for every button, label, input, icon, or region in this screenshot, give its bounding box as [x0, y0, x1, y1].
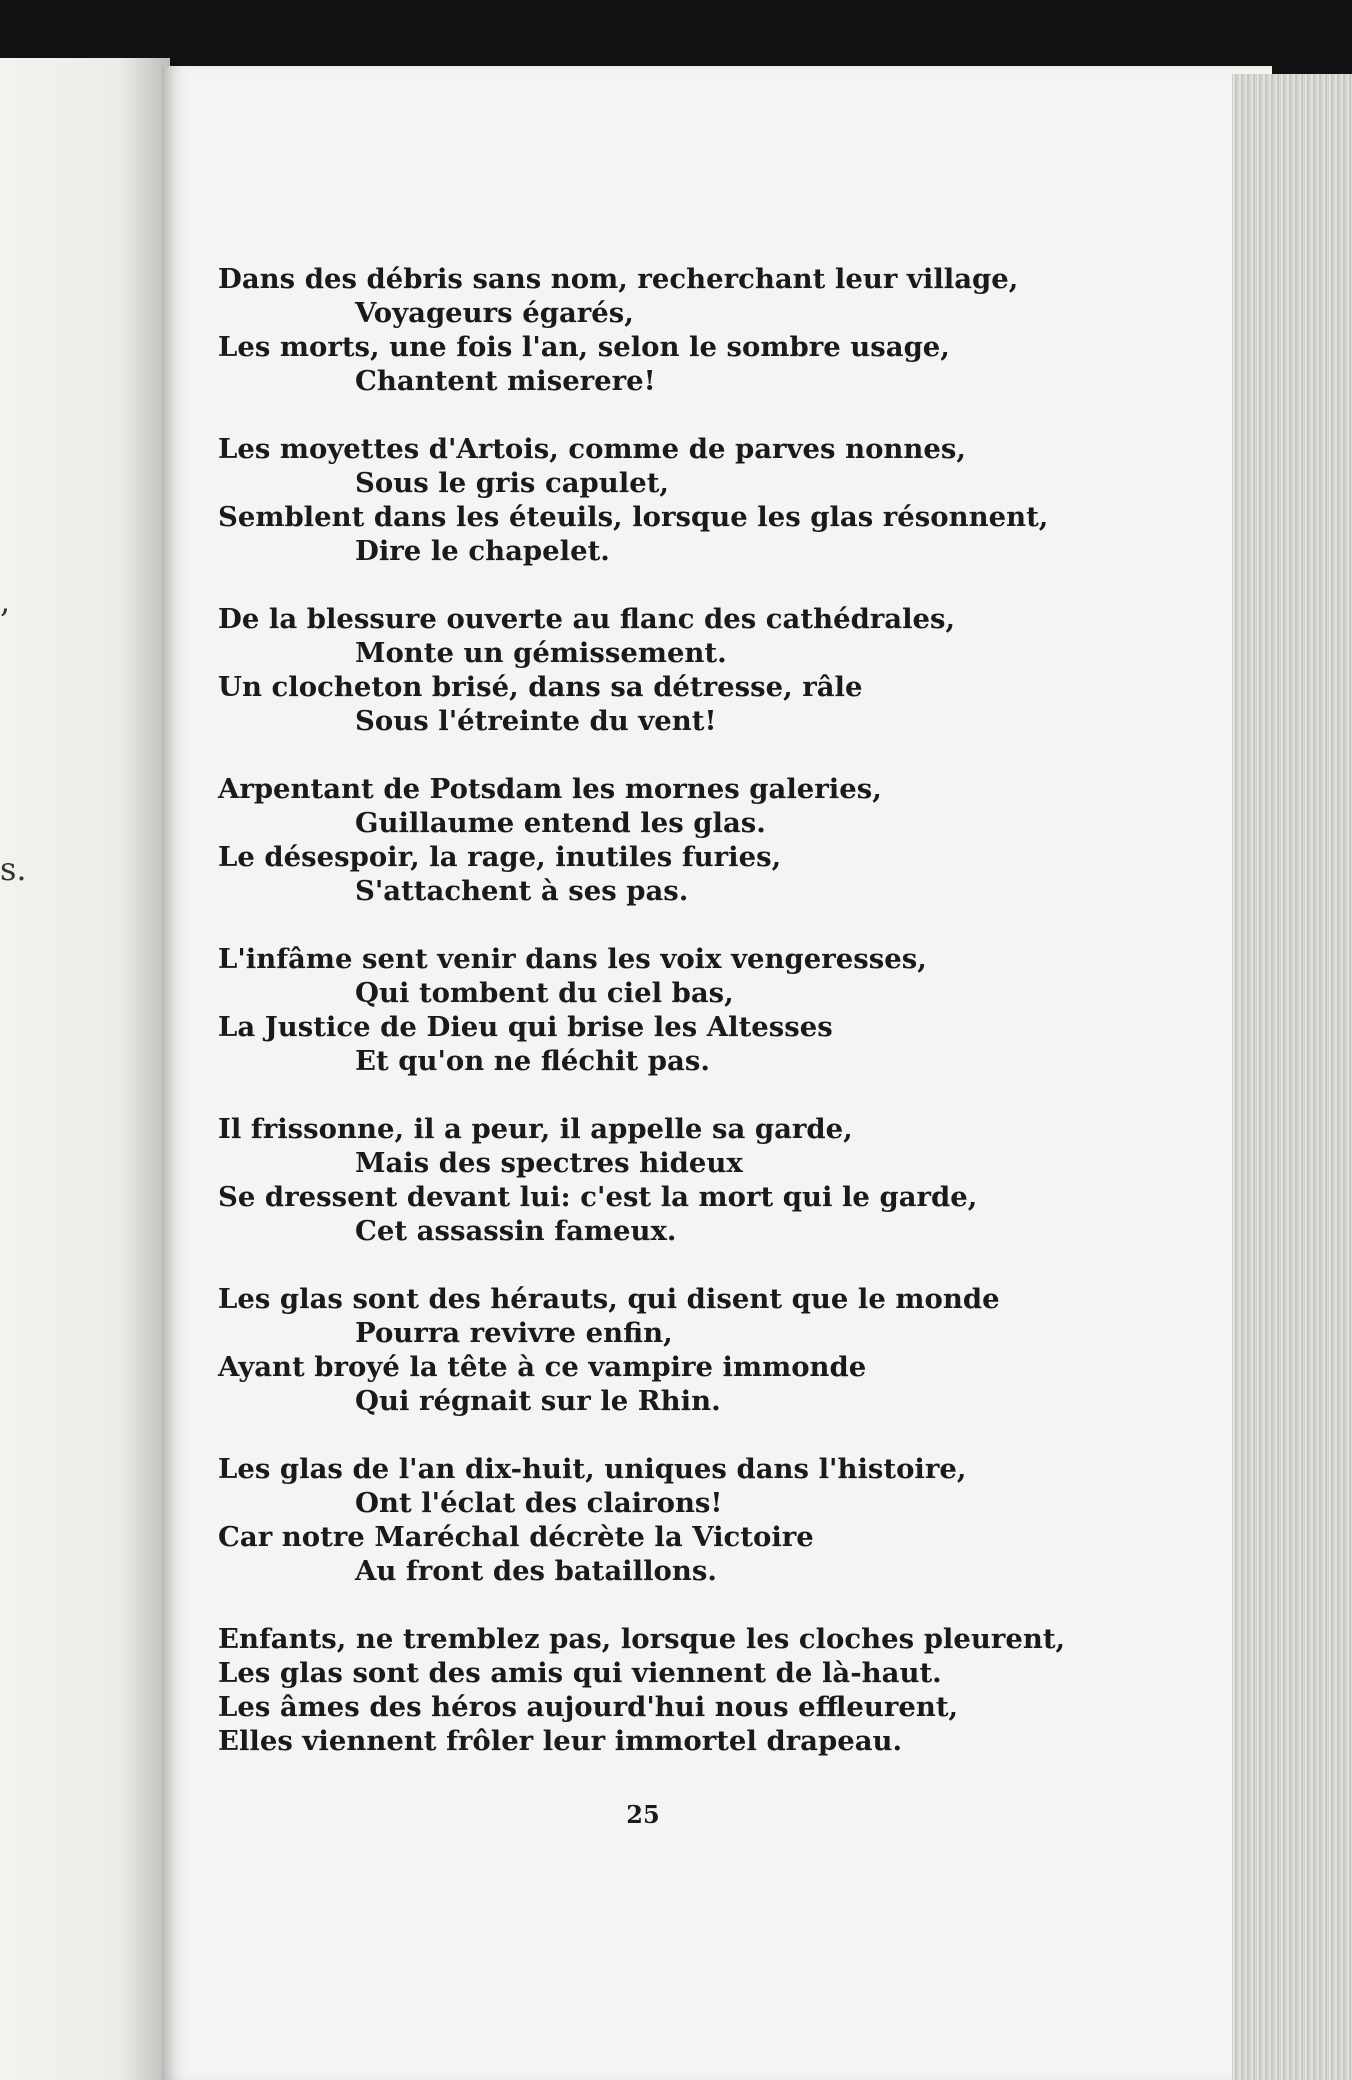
verse-line: Les âmes des héros aujourd'hui nous effleurent,	[218, 1691, 959, 1723]
stanza	[218, 262, 1218, 398]
page-number-text: 25	[626, 1800, 660, 1829]
stanza	[218, 432, 1218, 568]
verse-line: Monte un gémissement.	[355, 637, 727, 669]
verse-line: Qui régnait sur le Rhin.	[355, 1385, 721, 1417]
verse-line: Le désespoir, la rage, inutiles furies,	[218, 841, 782, 873]
verse-line: Guillaume entend les glas.	[355, 807, 766, 839]
verse-line: Qui tombent du ciel bas,	[355, 977, 734, 1009]
stanza	[218, 942, 1218, 1078]
verse-line: S'attachent à ses pas.	[355, 875, 689, 907]
verse-line: L'infâme sent venir dans les voix vengeresses,	[218, 943, 927, 975]
verse-line: Les moyettes d'Artois, comme de parves nonnes,	[218, 433, 966, 465]
verse-line: Semblent dans les éteuils, lorsque les glas résonnent,	[218, 501, 1049, 533]
verse-line: Enfants, ne tremblez pas, lorsque les cloches pleurent,	[218, 1623, 1066, 1655]
stanza	[218, 1452, 1218, 1588]
verse-line: Mais des spectres hideux	[355, 1147, 743, 1179]
verse-line: Se dressent devant lui: c'est la mort qui le garde,	[218, 1181, 978, 1213]
verse-line: Ont l'éclat des clairons!	[355, 1487, 723, 1519]
stanza	[218, 1112, 1218, 1248]
verse-line: Les morts, une fois l'an, selon le sombre usage,	[218, 331, 950, 363]
verse-line: La Justice de Dieu qui brise les Altesses	[218, 1011, 833, 1043]
verse-line: Sous le gris capulet,	[355, 467, 669, 499]
verse-line: Dans des débris sans nom, recherchant leur village,	[218, 263, 1019, 295]
stanza	[218, 1282, 1218, 1418]
verse-line: Dire le chapelet.	[355, 535, 610, 567]
verse-line: Sous l'étreinte du vent!	[355, 705, 717, 737]
stanza	[218, 772, 1218, 908]
verse-line: Voyageurs égarés,	[355, 297, 634, 329]
verse-line: Un clocheton brisé, dans sa détresse, râle	[218, 671, 863, 703]
page-number	[0, 1800, 1352, 1829]
verse-line: Pourra revivre enfin,	[355, 1317, 673, 1349]
previous-page	[0, 58, 170, 2080]
stanza	[218, 1622, 1218, 1758]
verse-line: Les glas sont des amis qui viennent de là-haut.	[218, 1657, 942, 1689]
verse-line: Car notre Maréchal décrète la Victoire	[218, 1521, 814, 1553]
verse-line: Ayant broyé la tête à ce vampire immonde	[218, 1351, 867, 1383]
verse-line: Les glas de l'an dix-huit, uniques dans l'histoire,	[218, 1453, 967, 1485]
verse-line: Au front des bataillons.	[355, 1555, 717, 1587]
poem	[218, 262, 1218, 1792]
verse-line: Il frissonne, il a peur, il appelle sa garde,	[218, 1113, 853, 1145]
verse-line: Arpentant de Potsdam les mornes galeries,	[218, 773, 882, 805]
verse-line: Cet assassin fameux.	[355, 1215, 677, 1247]
page-edges	[1232, 74, 1352, 2080]
previous-page-fragment: ,	[0, 582, 11, 620]
verse-line: Elles viennent frôler leur immortel drapeau.	[218, 1725, 903, 1757]
stanza	[218, 602, 1218, 738]
verse-line: Les glas sont des hérauts, qui disent que le monde	[218, 1283, 1000, 1315]
verse-line: Chantent miserere!	[355, 365, 656, 397]
previous-page-fragment: s.	[0, 850, 27, 888]
verse-line: Et qu'on ne fléchit pas.	[355, 1045, 710, 1077]
verse-line: De la blessure ouverte au flanc des cathédrales,	[218, 603, 956, 635]
